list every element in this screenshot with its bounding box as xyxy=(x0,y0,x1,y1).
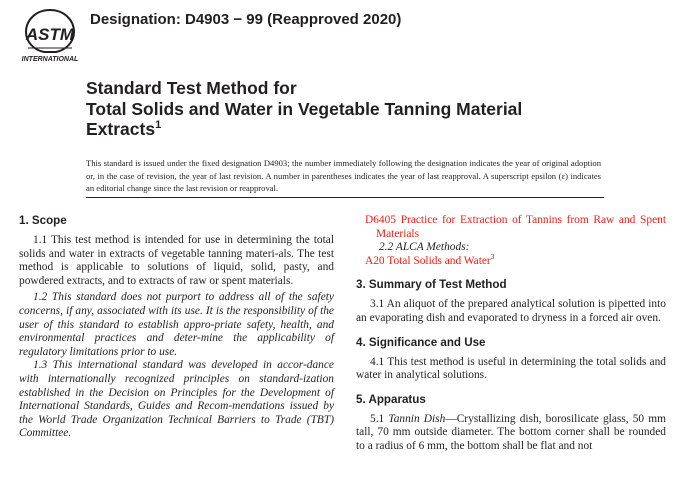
right-column xyxy=(356,214,666,454)
scope-paragraph-2-text: 1.2 This standard does not purport to address all of the safety concerns, if any, associated with its use. It is the responsibility of the user of this standard to establish appro-priate safety, health, and environmental practices and deter-mine the applicability of regulatory limitations prior to use. xyxy=(19,291,334,358)
title-line-3-text: Extracts xyxy=(86,119,156,139)
scope-paragraph-2 xyxy=(19,291,334,359)
significance-heading: 4. Significance and Use xyxy=(356,335,486,349)
reference-a20-mark: 3 xyxy=(490,252,495,261)
issue-note xyxy=(86,157,601,195)
scope-paragraph-3 xyxy=(19,359,334,441)
reference-a20[interactable] xyxy=(356,252,666,269)
reference-d6405-code[interactable]: D6405 xyxy=(365,214,397,226)
apparatus-p1-num: 5.1 xyxy=(370,412,385,425)
title-footnote-mark: 1 xyxy=(155,119,162,132)
reference-d6405-title[interactable]: Practice for Extraction of Tannins from Raw and Spent Materials xyxy=(376,214,666,240)
summary-paragraph-1: 3.1 An aliquot of the prepared analytical solution is pipetted into an evaporating dish and evaporated to dryness in a forced air oven. xyxy=(356,298,666,324)
alca-methods-text: 2.2 ALCA Methods: xyxy=(379,241,470,254)
summary-heading: 3. Summary of Test Method xyxy=(356,278,507,292)
title-line-3 xyxy=(86,119,646,139)
document-title xyxy=(86,78,646,139)
scope-heading: 1. Scope xyxy=(19,214,67,227)
logo-text: ASTM xyxy=(25,25,75,44)
alca-methods-heading xyxy=(356,241,666,255)
scope-paragraph-3-text: 1.3 This international standard was developed in accor-dance with internationally recognized principles on standard-ization established in the Decision on Principles for the Development of International Standards, Guides and Recom-mendations issued by the World Trade Organization Technical Barriers to Trade (TBT) Committee. xyxy=(19,359,334,440)
apparatus-p1-text: —Crystallizing dish, borosilicate glass, 50 mm tall, 70 mm outside diameter. The bottom corner shall be rounded to a radius of 6 mm, the bottom shall be flat and not xyxy=(356,412,666,452)
apparatus-paragraph-1 xyxy=(356,413,666,454)
title-line-1: Standard Test Method for xyxy=(86,78,297,98)
divider xyxy=(86,197,604,198)
apparatus-p1-term: Tannin Dish xyxy=(388,412,446,425)
left-column xyxy=(19,214,334,441)
astm-logo xyxy=(14,8,86,64)
reference-a20-title[interactable]: Total Solids and Water xyxy=(387,254,491,267)
logo-subtext: INTERNATIONAL xyxy=(21,56,79,63)
reference-a20-code[interactable]: A20 xyxy=(365,254,385,267)
title-line-2: Total Solids and Water in Vegetable Tanning Material xyxy=(86,99,523,119)
apparatus-heading: 5. Apparatus xyxy=(356,392,426,406)
reference-d6405[interactable] xyxy=(356,214,666,241)
scope-paragraph-1: 1.1 This test method is intended for use in determining the total solids and water in extracts of vegetable tanning materi-als. The test method is applicable to solutions of liquid, solid, pasty, and powdered extracts, and to extracts of raw or spent materials. xyxy=(19,234,334,287)
significance-paragraph-1: 4.1 This test method is useful in determining the total solids and water in analytical solutions. xyxy=(356,355,666,382)
designation: Designation: D4903 − 99 (Reapproved 2020) xyxy=(90,11,402,28)
issue-note-text: This standard is issued under the fixed designation D4903; the number immediately following the designation indicates the year of original adoption or, in the case of revision, the year of last revision. A number in parentheses indicates the year of last reapproval. A superscript epsilon (ε) indicates an editorial change since the last revision or reapproval. xyxy=(86,158,601,193)
